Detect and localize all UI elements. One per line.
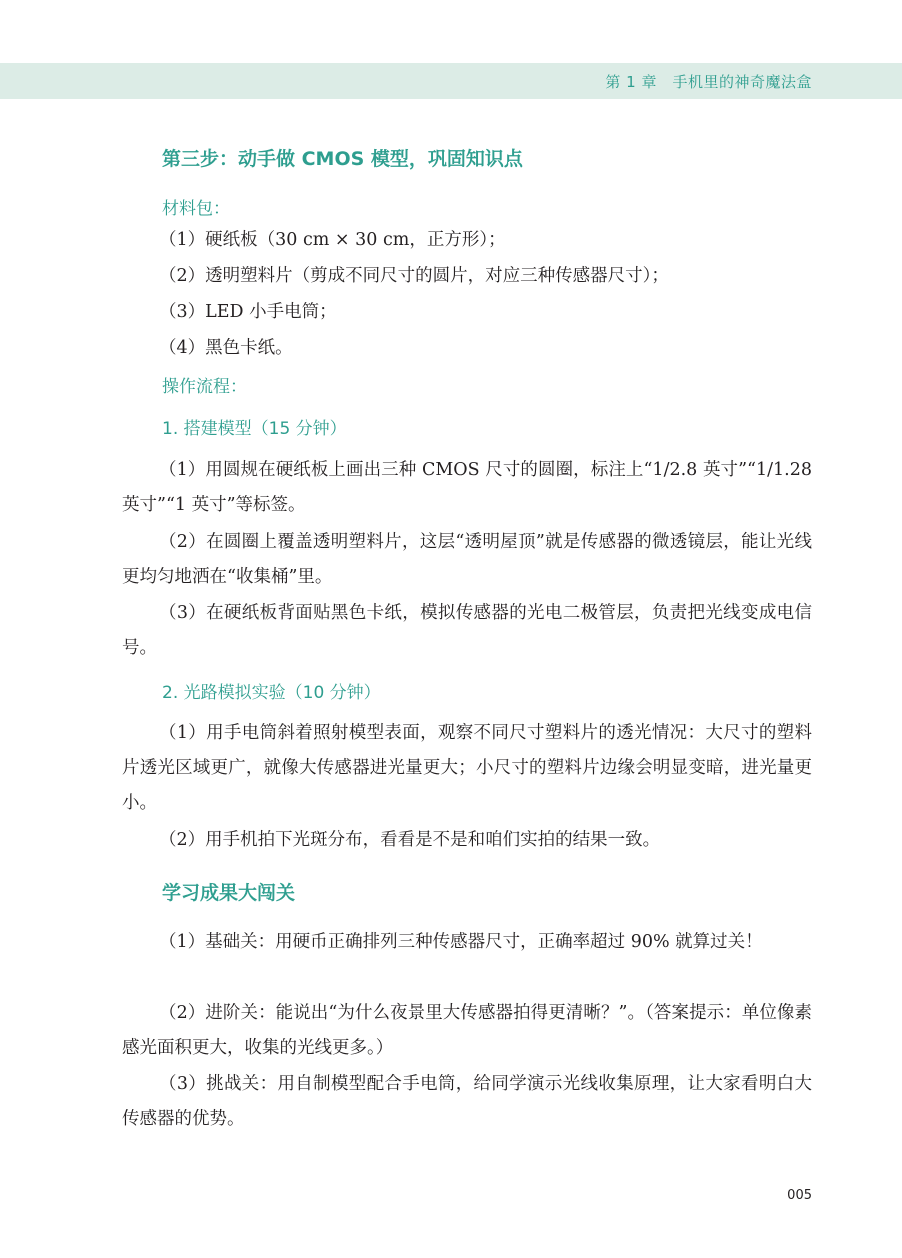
- build-step-2: （2）在圆圈上覆盖透明塑料片，这层“透明屋顶”就是传感器的微透镜层，能让光线更均匀地洒在“收集桶”里。: [122, 532, 812, 587]
- light-step-1: （1）用手电筒斜着照射模型表面，观察不同尺寸塑料片的透光情况：大尺寸的塑料片透光区域更广，就像大传感器进光量更大；小尺寸的塑料片边缘会明显变暗，进光量更小。: [122, 723, 812, 813]
- material-item: （1）硬纸板（30 cm × 30 cm，正方形）；: [159, 230, 506, 250]
- process-heading: 操作流程：: [162, 377, 247, 397]
- challenge-advanced: （2）进阶关：能说出“为什么夜景里大传感器拍得更清晰？”。（答案提示：单位像素感光面积更大，收集的光线更多。）: [122, 1003, 812, 1058]
- build-step-3: （3）在硬纸板背面贴黑色卡纸，模拟传感器的光电二极管层，负责把光线变成电信号。: [122, 603, 812, 658]
- light-step-2: （2）用手机拍下光斑分布，看看是不是和咱们实拍的结果一致。: [159, 830, 661, 850]
- material-item: （4）黑色卡纸。: [159, 338, 293, 358]
- material-item: （3）LED 小手电筒；: [159, 302, 337, 322]
- chapter-title: 第 1 章 手机里的神奇魔法盒: [605, 73, 812, 91]
- materials-heading: 材料包：: [162, 199, 230, 219]
- section-title-light-path: 2. 光路模拟实验（10 分钟）: [162, 683, 381, 703]
- page-number: 005: [787, 1188, 812, 1203]
- challenge-basic: （1）基础关：用硬币正确排列三种传感器尺寸，正确率超过 90% 就算过关！: [159, 932, 763, 952]
- step3-title: 第三步：动手做 CMOS 模型，巩固知识点: [162, 148, 523, 170]
- challenge-title: 学习成果大闯关: [162, 882, 296, 904]
- section-title-build-model: 1. 搭建模型（15 分钟）: [162, 419, 347, 439]
- chapter-header-band: [0, 63, 902, 99]
- challenge-expert: （3）挑战关：用自制模型配合手电筒，给同学演示光线收集原理，让大家看明白大传感器的优势。: [122, 1074, 812, 1129]
- build-step-1: （1）用圆规在硬纸板上画出三种 CMOS 尺寸的圆圈，标注上“1/2.8 英寸”“1/1.28 英寸”“1 英寸”等标签。: [122, 460, 812, 515]
- material-item: （2）透明塑料片（剪成不同尺寸的圆片，对应三种传感器尺寸）；: [159, 266, 669, 286]
